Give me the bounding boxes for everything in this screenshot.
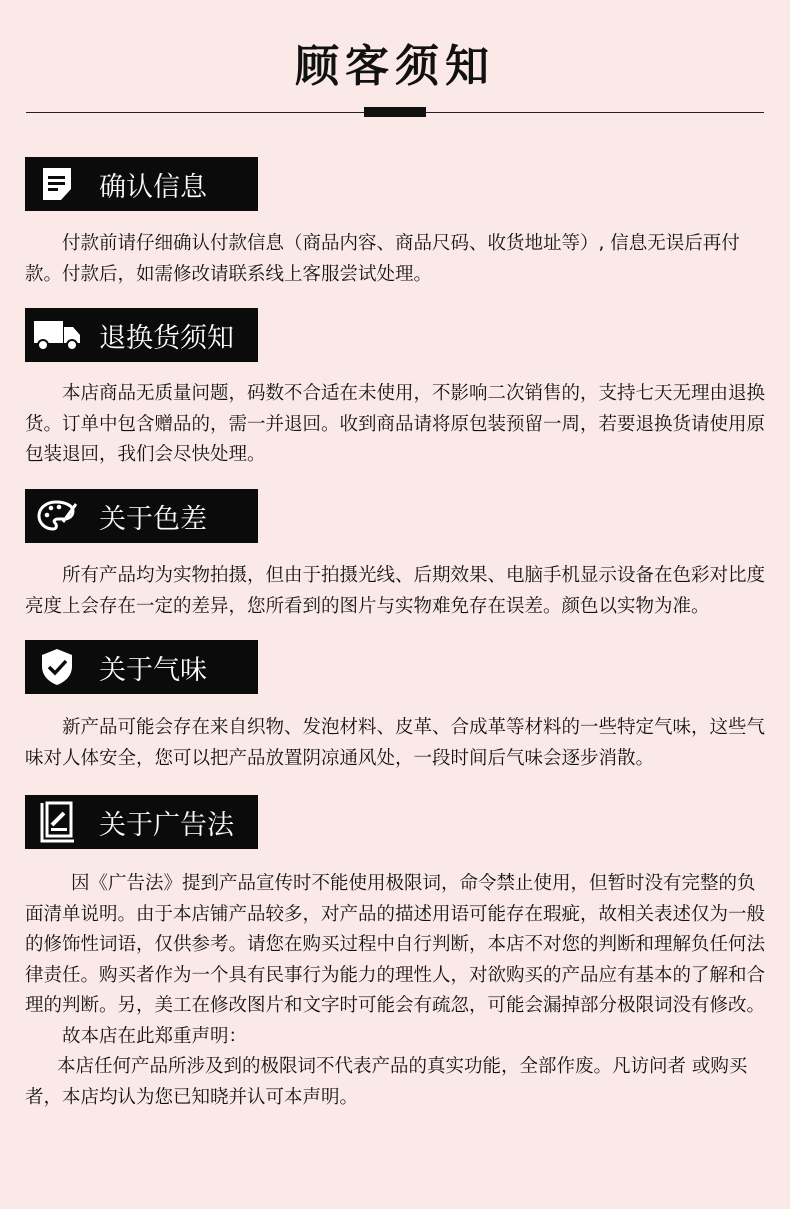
section-header-returns — [25, 308, 258, 362]
shield-check-icon — [33, 640, 81, 694]
paragraph: 因《广告法》提到产品宣传时不能使用极限词，命令禁止使用，但暂时没有完整的负面清单说明。由于本店铺产品较多，对产品的描述用语可能存在瑕疵，故相关表述仅为一般的修饰性词语，仅供参考。请您在购买过程中自行判断，本店不对您的判断和理解负任何法律责任。购买者作为一个具有民事行为能力的理性人，对欲购买的产品应有基本的了解和合理的判断。另，美工在修改图片和文字时可能会有疏忽，可能会漏掉部分极限词没有修改。 — [25, 873, 766, 1016]
section-header-advertising-law — [25, 795, 258, 849]
paragraph: 故本店在此郑重声明： — [62, 1025, 248, 1047]
paragraph: 新产品可能会存在来自织物、发泡材料、皮革、合成革等材料的一些特定气味，这些气味对人体安全，您可以把产品放置阴凉通风处，一段时间后气味会逐步消散。 — [25, 717, 766, 769]
paragraph: 本店任何产品所涉及到的极限词不代表产品的真实功能，全部作废。凡访问者 或购买者，本店均认为您已知晓并认可本声明。 — [25, 1056, 748, 1108]
paragraph: 所有产品均为实物拍摄，但由于拍摄光线、后期效果、电脑手机显示设备在色彩对比度亮度上会存在一定的差异，您所看到的图片与实物难免存在误差。颜色以实物为准。 — [25, 565, 766, 617]
section-heading: 关于广告法 — [99, 809, 234, 841]
section-heading: 确认信息 — [99, 171, 207, 203]
section-body-odor — [25, 713, 770, 774]
section-body-advertising-law — [25, 869, 770, 1113]
page-title: 顾客须知 — [295, 41, 495, 92]
section-heading: 关于色差 — [99, 503, 207, 535]
section-heading: 关于气味 — [99, 654, 207, 686]
document-icon — [33, 157, 81, 211]
paragraph: 付款前请仔细确认付款信息（商品内容、商品尺码、收货地址等）, 信息无误后再付款。付款后，如需修改请联系线上客服尝试处理。 — [25, 233, 740, 285]
section-header-odor — [25, 640, 258, 694]
title-divider-accent — [364, 107, 426, 117]
section-body-confirm-info — [25, 229, 770, 290]
section-heading: 退换货须知 — [99, 322, 234, 354]
section-header-confirm-info — [25, 157, 258, 211]
paragraph: 本店商品无质量问题，码数不合适在未使用，不影响二次销售的，支持七天无理由退换货。订单中包含赠品的，需一并退回。收到商品请将原包装预留一周，若要退换货请使用原包装退回，我们会尽快处理。 — [25, 383, 766, 465]
palette-icon — [33, 489, 81, 543]
section-header-color-difference — [25, 489, 258, 543]
law-book-icon — [33, 795, 81, 849]
truck-icon — [33, 308, 81, 362]
section-body-color-difference — [25, 561, 770, 622]
section-body-returns — [25, 379, 770, 471]
